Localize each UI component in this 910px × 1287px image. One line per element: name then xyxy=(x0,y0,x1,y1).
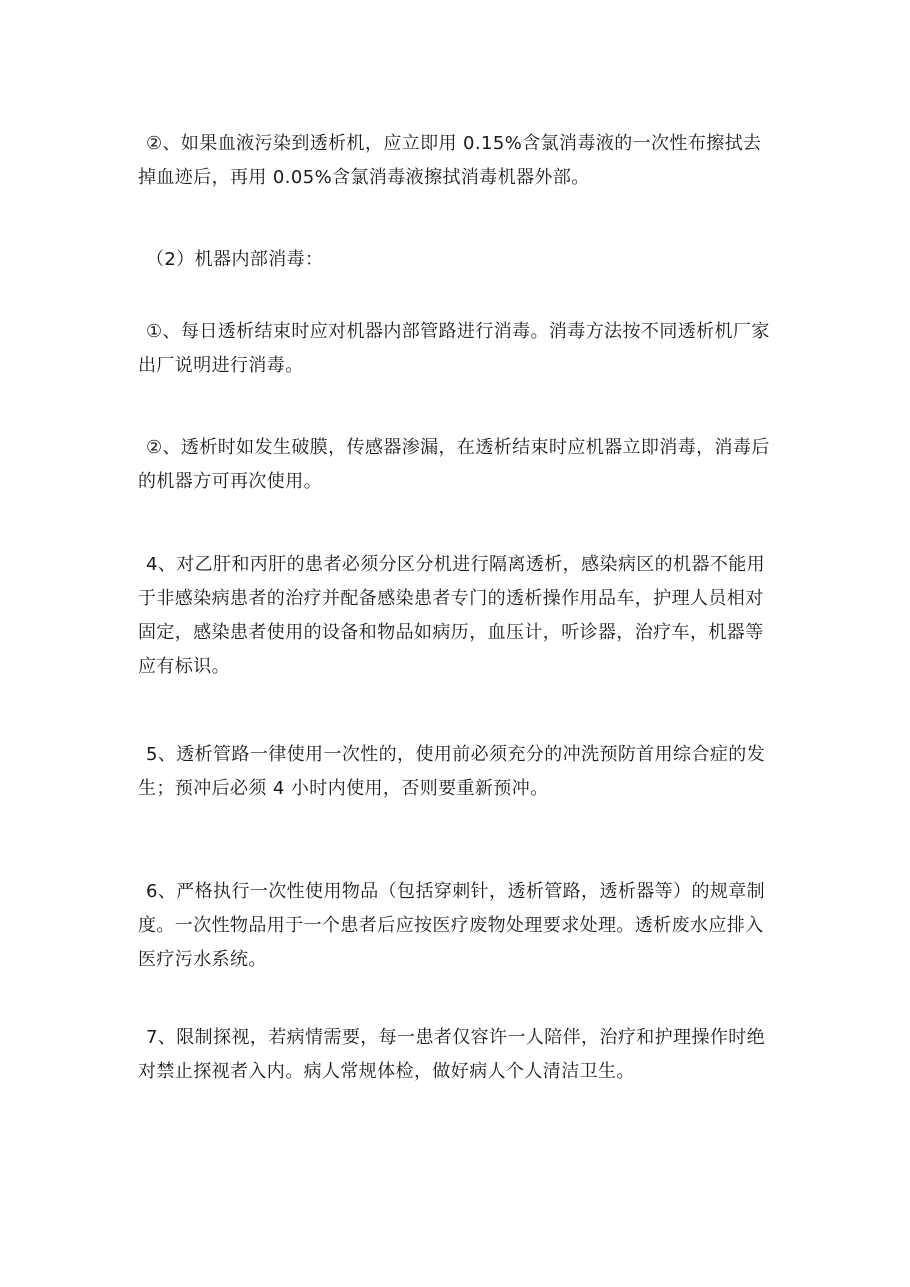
text-line: （2）机器内部消毒： xyxy=(146,249,324,270)
paragraph-blood-contamination xyxy=(138,127,778,195)
text-line: 生；预冲后必须 4 小时内使用，否则要重新预冲。 xyxy=(138,778,549,799)
paragraph-hepatitis-isolation xyxy=(138,548,778,684)
paragraph-daily-disinfection xyxy=(138,315,778,383)
paragraph-disposable-items xyxy=(138,875,778,977)
text-line: 掉血迹后，再用 0.05%含氯消毒液擦拭消毒机器外部。 xyxy=(138,167,590,188)
section-heading-internal-disinfection xyxy=(138,243,778,277)
text-line: 于非感染病患者的治疗并配备感染患者专门的透析操作用品车，护理人员相对 xyxy=(138,588,764,609)
text-line: 出厂说明进行消毒。 xyxy=(138,355,304,376)
paragraph-dialysis-tubing xyxy=(138,738,778,806)
text-line: ②、透析时如发生破膜，传感器渗漏，在透析结束时应机器立即消毒，消毒后 xyxy=(146,437,770,458)
text-line: 医疗污水系统。 xyxy=(138,949,267,970)
text-line: 固定，感染患者使用的设备和物品如病历，血压计，听诊器，治疗车，机器等 xyxy=(138,622,764,643)
text-line: 度。一次性物品用于一个患者后应按医疗废物处理要求处理。透析废水应排入 xyxy=(138,915,764,936)
text-line: 5、透析管路一律使用一次性的，使用前必须充分的冲洗预防首用综合症的发 xyxy=(146,744,766,765)
text-line: 应有标识。 xyxy=(138,656,230,677)
text-line: 对禁止探视者入内。病人常规体检，做好病人个人清洁卫生。 xyxy=(138,1061,635,1082)
paragraph-visiting-restrictions xyxy=(138,1021,778,1089)
text-line: 7、限制探视，若病情需要，每一患者仅容许一人陪伴，治疗和护理操作时绝 xyxy=(146,1027,766,1048)
text-line: ①、每日透析结束时应对机器内部管路进行消毒。消毒方法按不同透析机厂家 xyxy=(146,321,770,342)
text-line: 6、严格执行一次性使用物品（包括穿刺针，透析管路，透析器等）的规章制 xyxy=(146,881,766,902)
paragraph-membrane-rupture xyxy=(138,431,778,499)
text-line: 的机器方可再次使用。 xyxy=(138,471,322,492)
text-line: 4、对乙肝和丙肝的患者必须分区分机进行隔离透析，感染病区的机器不能用 xyxy=(146,554,766,575)
text-line: ②、如果血液污染到透析机，应立即用 0.15%含氯消毒液的一次性布擦拭去 xyxy=(146,133,762,154)
